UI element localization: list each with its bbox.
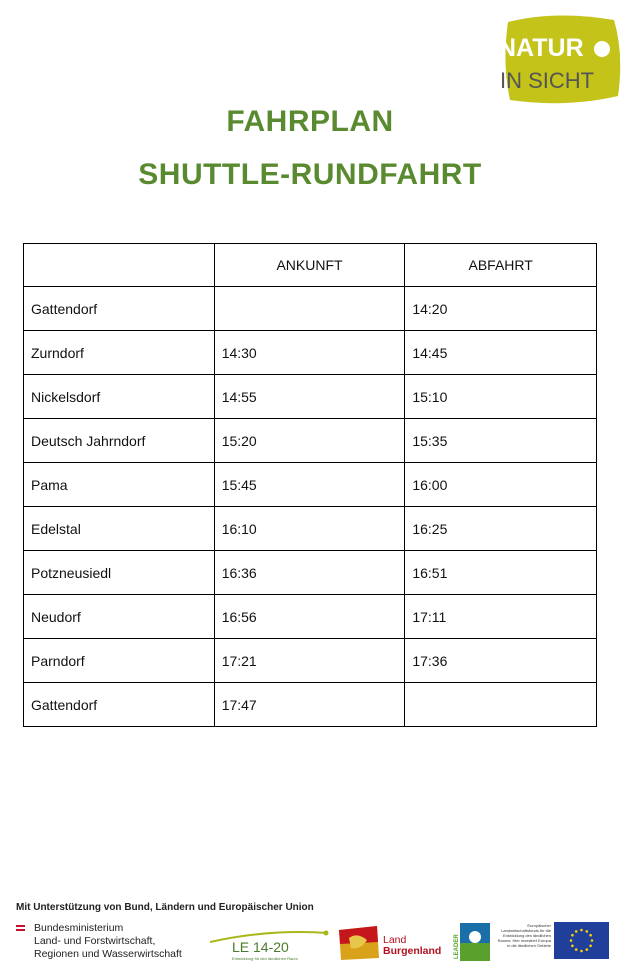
table-row: [24, 375, 597, 419]
page-title-fahrplan: FAHRPLAN: [226, 105, 394, 138]
logo-text-in-sicht: IN SICHT: [500, 68, 595, 93]
eafrd-text: Europäischer Landwirtschaftsfonds für die Entwicklung des ländlichen Raums: Hier investiert Europa in die ländlichen Gebiete: [497, 923, 551, 948]
table-row: [24, 507, 597, 551]
logo-dot-icon: [594, 41, 610, 57]
arrival-cell: 15:20: [214, 419, 405, 463]
austrian-flag-icon: [16, 925, 25, 931]
departure-cell: 17:36: [405, 639, 597, 683]
burgenland-flag-icon: [337, 924, 381, 962]
eu-flag-icon: [554, 922, 609, 959]
leader-logo: [452, 921, 492, 963]
departure-cell: 15:35: [405, 419, 597, 463]
ministry-line-1: Bundesministerium: [34, 922, 124, 934]
le-logo-subtext: Entwicklung für den ländlichen Raum: [232, 956, 298, 961]
stop-cell: Potzneusiedl: [24, 551, 215, 595]
table-header-row: [24, 244, 597, 287]
header-stop: [24, 244, 215, 287]
burgenland-line-2: Burgenland: [383, 945, 442, 957]
table-row: [24, 463, 597, 507]
table-row: [24, 683, 597, 727]
header-ankunft: ANKUNFT: [214, 244, 405, 287]
leader-text: LEADER: [454, 934, 460, 959]
arrival-cell: 14:30: [214, 331, 405, 375]
table-row: [24, 287, 597, 331]
arrival-cell: 15:45: [214, 463, 405, 507]
le-logo-text: LE 14-20: [232, 939, 289, 955]
logo-text-natur: NATUR: [498, 34, 584, 62]
header-abfahrt: ABFAHRT: [405, 244, 597, 287]
departure-cell: 16:00: [405, 463, 597, 507]
departure-cell: 16:25: [405, 507, 597, 551]
schedule-table: [23, 243, 597, 727]
stop-cell: Pama: [24, 463, 215, 507]
stop-cell: Edelstal: [24, 507, 215, 551]
le-dot-icon: [324, 931, 329, 936]
arrival-cell: 16:36: [214, 551, 405, 595]
table-row: [24, 639, 597, 683]
table-row: [24, 419, 597, 463]
stop-cell: Deutsch Jahrndorf: [24, 419, 215, 463]
departure-cell: 15:10: [405, 375, 597, 419]
table-row: [24, 331, 597, 375]
page-title-shuttle: SHUTTLE-RUNDFAHRT: [138, 158, 482, 191]
departure-cell: [405, 683, 597, 727]
arrival-cell: [214, 287, 405, 331]
departure-cell: 14:20: [405, 287, 597, 331]
burgenland-line-1: Land: [383, 934, 407, 946]
le-14-20-logo: [208, 925, 330, 965]
arrival-cell: 17:21: [214, 639, 405, 683]
stop-cell: Gattendorf: [24, 683, 215, 727]
arrival-cell: 16:56: [214, 595, 405, 639]
stop-cell: Gattendorf: [24, 287, 215, 331]
ministry-line-2: Land- und Forstwirtschaft,: [34, 935, 156, 947]
stop-cell: Neudorf: [24, 595, 215, 639]
stop-cell: Nickelsdorf: [24, 375, 215, 419]
arrival-cell: 16:10: [214, 507, 405, 551]
stop-cell: Zurndorf: [24, 331, 215, 375]
ministry-logo: [16, 922, 182, 961]
departure-cell: 14:45: [405, 331, 597, 375]
natur-in-sicht-logo: [496, 14, 624, 106]
departure-cell: 16:51: [405, 551, 597, 595]
table-row: [24, 551, 597, 595]
support-statement: Mit Unterstützung von Bund, Ländern und Europäischer Union: [16, 902, 314, 913]
departure-cell: 17:11: [405, 595, 597, 639]
arrival-cell: 17:47: [214, 683, 405, 727]
arrival-cell: 14:55: [214, 375, 405, 419]
stop-cell: Parndorf: [24, 639, 215, 683]
burgenland-logo: [337, 924, 447, 964]
ministry-line-3: Regionen und Wasserwirtschaft: [34, 948, 182, 960]
table-row: [24, 595, 597, 639]
